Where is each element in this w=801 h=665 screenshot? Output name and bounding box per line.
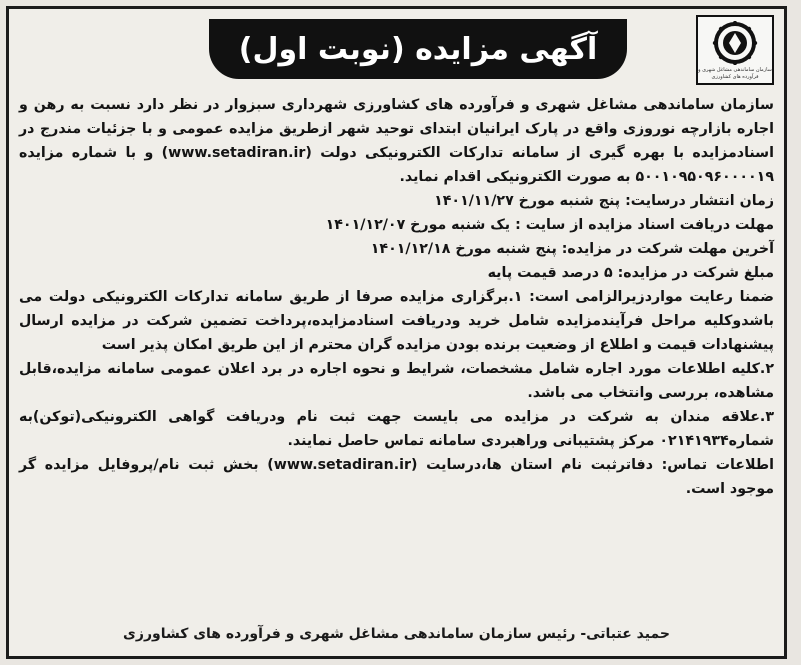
deadline-label: آخرین مهلت شرکت در مزایده: bbox=[561, 241, 774, 257]
amount-label: مبلغ شرکت در مزایده: bbox=[617, 265, 774, 281]
deadline-value: پنج شنبه مورخ ۱۴۰۱/۱۲/۱۸ bbox=[370, 241, 557, 257]
title-banner bbox=[209, 19, 627, 79]
amount-value: ۵ درصد قیمت پایه bbox=[487, 265, 613, 281]
docs-label: مهلت دریافت اسناد مزایده از سایت : bbox=[515, 217, 774, 233]
organization-logo bbox=[696, 15, 774, 85]
logo-caption: سازمان ساماندهی مشاغل شهری و فرآورده های کشاورزی bbox=[698, 67, 772, 80]
notice-frame bbox=[6, 6, 787, 659]
notice-header bbox=[9, 9, 784, 87]
docs-line bbox=[19, 213, 774, 237]
docs-value: یک شنبه مورخ ۱۴۰۱/۱۲/۰۷ bbox=[325, 217, 511, 233]
publish-label: زمان انتشار درسایت: bbox=[625, 193, 774, 209]
notice-title: آگهی مزایده (نوبت اول) bbox=[238, 31, 598, 67]
publish-value: پنج شنبه مورخ ۱۴۰۱/۱۱/۲۷ bbox=[434, 193, 621, 209]
amount-line bbox=[19, 261, 774, 285]
deadline-line bbox=[19, 237, 774, 261]
notice-body bbox=[19, 93, 774, 501]
requirement-3: ۳.علاقه مندان به شرکت در مزایده می بایست جهت ثبت نام ودریافت گواهی الکترونیکی(توکن)به شماره۰۲۱۴۱۹۳۴ مرکز پشتیبانی وراهبردی سامانه تماس حاصل نمایند. bbox=[19, 409, 774, 449]
emblem-icon bbox=[711, 21, 759, 65]
requirement-1-text: ۱.برگزاری مزایده صرفا از طریق سامانه تدارکات الکترونیکی دولت می باشدوکلیه مراحل فرآیندمزایده شامل خرید ودریافت اسنادمزایده،پرداخت تضمین شرکت در مزایده ارسال پیشنهادات قیمت و اطلاع از وضعیت برنده بودن مزایده گران محترم از این طریق امکان پذیر است bbox=[19, 289, 774, 353]
publish-line bbox=[19, 189, 774, 213]
intro-paragraph: سازمان ساماندهی مشاغل شهری و فرآورده های کشاورزی شهرداری سبزوار در نظر دارد نسبت به رهن و اجاره بازارچه نوروزی واقع در پارک ایرانیان ابتدای توحید شهر ازطریق مزایده عمومی و با جزئیات مندرج در اسنادمزایده با بهره گیری از سامانه تدارکات الکترونیکی دولت (www.setadiran.ir) و با شماره مزایده ۵۰۰۱۰۹۵۰۹۶۰۰۰۰۱۹ به صورت الکترونیکی اقدام نماید. bbox=[19, 97, 774, 185]
signature-line: حمید عتباتی- رئیس سازمان ساماندهی مشاغل شهری و فرآورده های کشاورزی bbox=[123, 626, 670, 642]
requirement-2: ۲.کلیه اطلاعات مورد اجاره شامل مشخصات، شرایط و نحوه اجاره در برد اعلان عمومی سامانه مزایده،قابل مشاهده، بررسی وانتخاب می باشد. bbox=[19, 361, 774, 401]
requirements-label: ضمنا رعایت مواردزیرالزامی است: bbox=[529, 289, 775, 305]
requirement-1 bbox=[19, 285, 774, 357]
contact-info: اطلاعات تماس: دفاترثبت نام استان ها،درسایت (www.setadiran.ir) بخش ثبت نام/پروفایل مزایده گر موجود است. bbox=[19, 457, 774, 497]
